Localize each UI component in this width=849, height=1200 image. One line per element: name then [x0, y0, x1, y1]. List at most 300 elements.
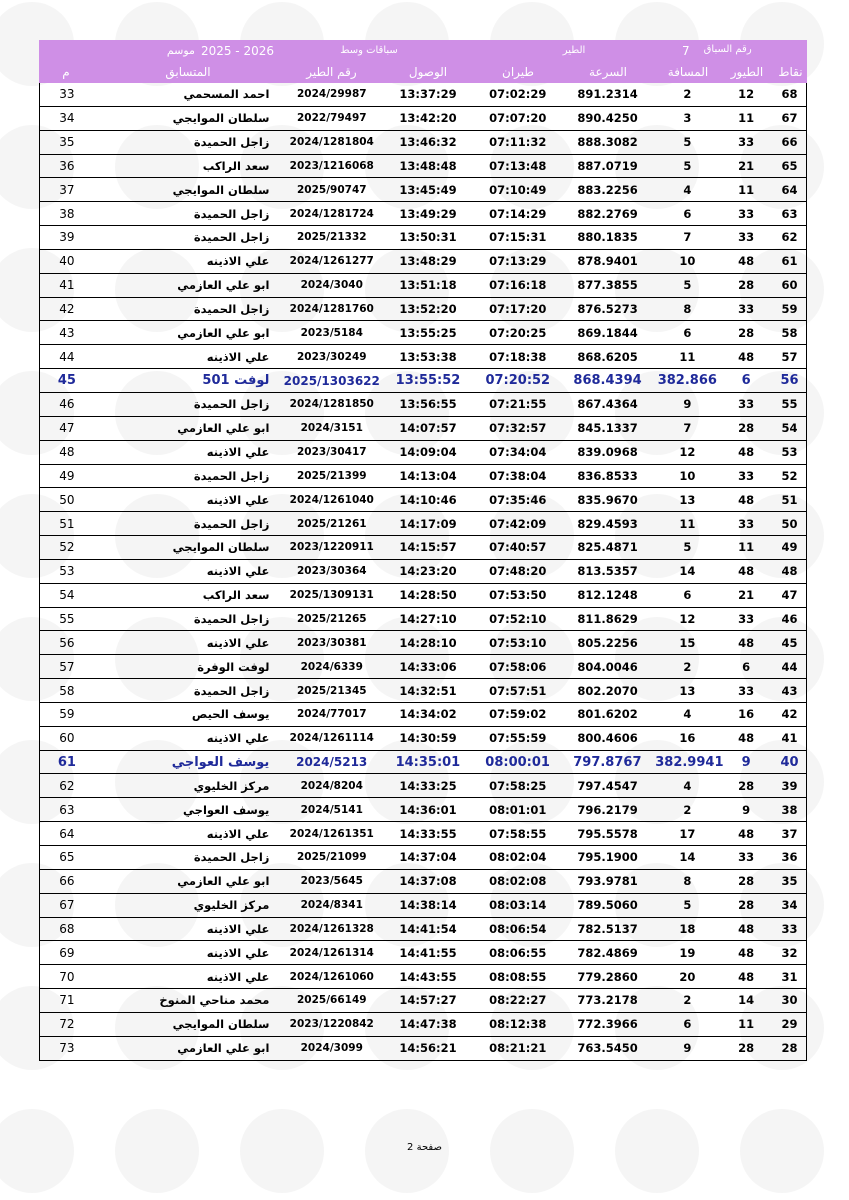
table-row [40, 202, 806, 226]
cell-speed: 891.2314 [577, 87, 638, 102]
cell-birds: 48 [738, 921, 755, 936]
cell-distance: 10 [679, 468, 696, 483]
cell-speed: 868.6205 [577, 349, 638, 364]
cell-flight: 07:13:48 [489, 158, 547, 173]
cell-flight: 07:53:50 [489, 588, 547, 603]
cell-name: علي الاذينه [206, 445, 270, 460]
cell-flight: 07:40:57 [489, 540, 547, 555]
cell-flight: 07:07:20 [489, 111, 547, 126]
cell-points: 65 [781, 158, 798, 173]
cell-ring: 2024/1261351 [289, 827, 374, 840]
cell-m: 46 [59, 397, 75, 412]
cell-ring: 2024/1281804 [289, 136, 374, 149]
cell-arrival: 14:28:50 [399, 588, 457, 603]
cell-ring: 2025/21345 [296, 684, 367, 697]
cell-speed: 796.2179 [577, 802, 638, 817]
cell-points: 46 [781, 611, 798, 626]
cell-arrival: 14:32:51 [399, 683, 457, 698]
cell-arrival: 13:48:29 [399, 254, 457, 269]
cell-birds: 11 [738, 1017, 755, 1032]
cell-name: زاجل الحميدة [193, 850, 270, 865]
cell-m: 55 [59, 611, 75, 626]
cell-name: علي الاذينه [206, 969, 270, 984]
table-row [40, 274, 806, 298]
cell-arrival: 14:17:09 [399, 516, 457, 531]
cell-birds: 11 [738, 540, 755, 555]
cell-m: 44 [59, 349, 75, 364]
cell-speed: 878.9401 [577, 254, 638, 269]
cell-speed: 813.5357 [577, 564, 638, 579]
cell-birds: 33 [738, 683, 755, 698]
cell-arrival: 14:33:06 [399, 659, 457, 674]
cell-points: 29 [781, 1017, 798, 1032]
cell-arrival: 14:07:57 [399, 421, 457, 436]
cell-points: 35 [781, 874, 798, 889]
cell-distance: 5 [683, 898, 692, 913]
cell-flight: 08:06:54 [489, 921, 547, 936]
cell-speed: 890.4250 [577, 111, 638, 126]
cell-name: يوسف الحيص [191, 707, 270, 722]
cell-flight: 07:53:10 [489, 635, 547, 650]
cell-birds: 48 [738, 945, 755, 960]
cell-speed: 789.5060 [577, 898, 638, 913]
cell-distance: 2 [683, 659, 692, 674]
cell-speed: 845.1337 [577, 421, 638, 436]
cell-name: علي الاذينه [206, 921, 270, 936]
cell-ring: 2024/8204 [300, 779, 363, 792]
cell-flight: 07:16:18 [489, 278, 547, 293]
cell-m: 54 [59, 588, 75, 603]
header-flight: طيران [502, 65, 534, 79]
cell-flight: 07:02:29 [489, 87, 547, 102]
cell-points: 44 [781, 659, 798, 674]
cell-arrival: 14:10:46 [399, 492, 457, 507]
cell-m: 64 [59, 826, 75, 841]
cell-ring: 2024/3040 [300, 279, 363, 292]
cell-ring: 2024/29987 [296, 88, 367, 101]
cell-birds: 12 [738, 87, 755, 102]
cell-flight: 07:10:49 [489, 182, 547, 197]
cell-speed: 779.2860 [577, 969, 638, 984]
cell-arrival: 14:30:59 [399, 731, 457, 746]
cell-flight: 07:58:25 [489, 778, 547, 793]
header-m: م [62, 65, 70, 79]
cell-m: 34 [59, 111, 75, 126]
cell-points: 50 [781, 516, 798, 531]
cell-name: علي الاذينه [206, 635, 270, 650]
cell-ring: 2024/1261060 [289, 970, 374, 983]
cell-distance: 9 [683, 1041, 692, 1056]
cell-ring: 2025/90747 [296, 183, 367, 196]
cell-flight: 07:38:04 [489, 468, 547, 483]
cell-speed: 887.0719 [577, 158, 638, 173]
cell-speed: 839.0968 [577, 445, 638, 460]
header-distance: المسافة [667, 65, 709, 79]
cell-arrival: 14:37:04 [399, 850, 457, 865]
cell-m: 60 [59, 731, 75, 746]
cell-flight: 07:58:55 [489, 826, 547, 841]
table-row [40, 131, 806, 155]
cell-m: 57 [59, 659, 75, 674]
cell-m: 49 [59, 468, 75, 483]
cell-distance: 4 [683, 182, 692, 197]
header-birds: الطيور [730, 65, 764, 79]
cell-ring: 2024/5141 [300, 803, 363, 816]
cell-speed: 812.1248 [577, 588, 638, 603]
cell-points: 43 [781, 683, 798, 698]
cell-m: 66 [59, 874, 75, 889]
cell-m: 53 [59, 564, 75, 579]
cell-m: 59 [59, 707, 75, 722]
table-row [40, 321, 806, 345]
table-row [40, 608, 806, 632]
table-row [40, 155, 806, 179]
cell-speed: 811.8629 [577, 611, 638, 626]
cell-m: 52 [59, 540, 75, 555]
cell-m: 62 [59, 778, 75, 793]
cell-distance: 3 [683, 111, 692, 126]
cell-distance: 11 [679, 516, 696, 531]
cell-ring: 2025/21332 [296, 231, 367, 244]
cell-name: زاجل الحميدة [193, 611, 270, 626]
cell-flight: 07:11:32 [489, 135, 547, 150]
cell-speed: 772.3966 [577, 1017, 638, 1032]
cell-name: زاجل الحميدة [193, 230, 270, 245]
cell-distance: 382.866 [657, 373, 717, 389]
cell-name: يوسف العواجي [171, 754, 270, 770]
cell-points: 54 [781, 421, 798, 436]
cell-m: 72 [59, 1017, 75, 1032]
cell-birds: 9 [742, 802, 751, 817]
season-value: 2025 - 2026 [200, 43, 274, 58]
cell-m: 33 [59, 87, 75, 102]
cell-points: 31 [781, 969, 798, 984]
cell-distance: 2 [683, 993, 692, 1008]
cell-birds: 33 [738, 206, 755, 221]
table-row [40, 1037, 806, 1061]
cell-points: 59 [781, 302, 798, 317]
cell-m: 45 [57, 373, 76, 389]
cell-distance: 10 [679, 254, 696, 269]
cell-points: 60 [781, 278, 798, 293]
cell-points: 36 [781, 850, 798, 865]
page-number: صفحة 2 [407, 1142, 442, 1153]
bird-label: الطير [562, 45, 586, 56]
cell-flight: 07:18:38 [489, 349, 547, 364]
cell-distance: 7 [683, 421, 692, 436]
cell-m: 61 [57, 754, 76, 770]
table-row [40, 751, 806, 775]
cell-speed: 795.5578 [577, 826, 638, 841]
cell-distance: 12 [679, 445, 696, 460]
cell-distance: 2 [683, 87, 692, 102]
cell-distance: 17 [679, 826, 696, 841]
cell-distance: 2 [683, 802, 692, 817]
cell-flight: 07:17:20 [489, 302, 547, 317]
cell-distance: 6 [683, 206, 692, 221]
cell-ring: 2024/3099 [300, 1042, 363, 1055]
table-row [40, 226, 806, 250]
cell-distance: 5 [683, 158, 692, 173]
table-row [40, 918, 806, 942]
cell-birds: 33 [738, 230, 755, 245]
cell-arrival: 14:56:21 [399, 1041, 457, 1056]
cell-points: 41 [781, 731, 798, 746]
cell-name: سلطان الموايجي [172, 182, 270, 197]
cell-flight: 07:48:20 [489, 564, 547, 579]
cell-flight: 08:02:04 [489, 850, 547, 865]
cell-m: 43 [59, 325, 75, 340]
cell-m: 40 [59, 254, 75, 269]
cell-ring: 2025/21265 [296, 612, 367, 625]
cell-name: سلطان الموايجي [172, 540, 270, 555]
cell-distance: 382.9941 [655, 754, 724, 770]
cell-ring: 2023/5184 [300, 326, 363, 339]
cell-m: 71 [59, 993, 75, 1008]
table-row [40, 560, 806, 584]
table-row [40, 965, 806, 989]
cell-birds: 33 [738, 468, 755, 483]
cell-flight: 07:42:09 [489, 516, 547, 531]
table-row [40, 822, 806, 846]
cell-points: 42 [781, 707, 798, 722]
cell-birds: 6 [741, 373, 751, 389]
cell-ring: 2023/5645 [300, 875, 363, 888]
cell-name: علي الاذينه [206, 564, 270, 579]
cell-distance: 14 [679, 850, 696, 865]
cell-m: 39 [59, 230, 75, 245]
table-row [40, 989, 806, 1013]
cell-speed: 876.5273 [577, 302, 638, 317]
cell-birds: 48 [738, 492, 755, 507]
cell-m: 65 [59, 850, 75, 865]
cell-m: 63 [59, 802, 75, 817]
cell-arrival: 14:27:10 [399, 611, 457, 626]
cell-arrival: 14:28:10 [399, 635, 457, 650]
cell-name: محمد مناحي المنوخ [159, 993, 270, 1008]
cell-ring: 2024/1261114 [289, 732, 374, 745]
table-row [40, 846, 806, 870]
cell-ring: 2024/1261328 [289, 922, 374, 935]
cell-name: زاجل الحميدة [193, 135, 270, 150]
cell-m: 42 [59, 302, 75, 317]
cell-points: 56 [780, 373, 799, 389]
cell-speed: 773.2178 [577, 993, 638, 1008]
cell-birds: 21 [738, 158, 755, 173]
cell-points: 48 [781, 564, 798, 579]
table-row [40, 727, 806, 751]
cell-distance: 6 [683, 588, 692, 603]
cell-name: ابو علي العازمي [177, 421, 270, 436]
cell-birds: 14 [738, 993, 755, 1008]
table-row [40, 345, 806, 369]
cell-speed: 835.9670 [577, 492, 638, 507]
cell-name: سلطان الموايجي [172, 111, 270, 126]
cell-distance: 8 [683, 302, 692, 317]
cell-birds: 33 [738, 135, 755, 150]
cell-name: يوسف العواجي [183, 802, 270, 817]
cell-distance: 7 [683, 230, 692, 245]
cell-arrival: 14:23:20 [399, 564, 457, 579]
cell-name: علي الاذينه [206, 826, 270, 841]
cell-name: زاجل الحميدة [193, 516, 270, 531]
cell-m: 47 [59, 421, 75, 436]
cell-arrival: 14:33:25 [399, 778, 457, 793]
cell-flight: 07:20:52 [485, 373, 551, 389]
header-points: نقاط [778, 65, 803, 79]
cell-distance: 15 [679, 635, 696, 650]
cell-speed: 877.3855 [577, 278, 638, 293]
cell-points: 58 [781, 325, 798, 340]
cell-m: 70 [59, 969, 75, 984]
table-row [40, 298, 806, 322]
header-ring: رقم الطير [306, 65, 357, 79]
table-row [40, 107, 806, 131]
cell-arrival: 13:49:29 [399, 206, 457, 221]
cell-arrival: 13:46:32 [399, 135, 457, 150]
cell-ring: 2024/1261277 [289, 255, 374, 268]
cell-name: زاجل الحميدة [193, 468, 270, 483]
cell-name: ابو علي العازمي [177, 874, 270, 889]
cell-arrival: 14:13:04 [399, 468, 457, 483]
cell-ring: 2024/77017 [296, 708, 367, 721]
cell-ring: 2025/21399 [296, 469, 367, 482]
cell-arrival: 13:50:31 [399, 230, 457, 245]
cell-m: 73 [59, 1041, 75, 1056]
cell-arrival: 14:33:55 [399, 826, 457, 841]
cell-ring: 2023/30364 [296, 565, 367, 578]
table-row [40, 536, 806, 560]
cell-flight: 08:22:27 [489, 993, 547, 1008]
cell-distance: 16 [679, 731, 696, 746]
cell-speed: 804.0046 [577, 659, 638, 674]
cell-points: 61 [781, 254, 798, 269]
cell-arrival: 13:45:49 [399, 182, 457, 197]
cell-birds: 28 [738, 421, 755, 436]
cell-arrival: 14:47:38 [399, 1017, 457, 1032]
cell-ring: 2022/79497 [296, 112, 367, 125]
cell-arrival: 14:15:57 [399, 540, 457, 555]
cell-arrival: 13:52:20 [399, 302, 457, 317]
cell-birds: 28 [738, 278, 755, 293]
cell-distance: 8 [683, 874, 692, 889]
cell-m: 58 [59, 683, 75, 698]
cell-ring: 2024/6339 [300, 660, 363, 673]
cell-points: 32 [781, 945, 798, 960]
cell-flight: 08:01:01 [489, 802, 547, 817]
cell-speed: 797.8767 [573, 754, 642, 770]
cell-name: سعد الراكب [202, 158, 270, 173]
cell-flight: 07:58:06 [489, 659, 547, 674]
cell-ring: 2023/1216068 [289, 159, 374, 172]
cell-birds: 48 [738, 445, 755, 460]
cell-flight: 08:06:55 [489, 945, 547, 960]
cell-points: 64 [781, 182, 798, 197]
cell-birds: 33 [738, 302, 755, 317]
table-row [40, 798, 806, 822]
table-row [40, 870, 806, 894]
cell-birds: 21 [738, 588, 755, 603]
table-row [40, 465, 806, 489]
cell-speed: 880.1835 [577, 230, 638, 245]
season-label: موسم [166, 43, 195, 57]
cell-name: علي الاذينه [206, 731, 270, 746]
race-number-value: 7 [682, 43, 690, 58]
cell-distance: 6 [683, 325, 692, 340]
cell-points: 57 [781, 349, 798, 364]
cell-points: 39 [781, 778, 798, 793]
table-row [40, 369, 806, 393]
cell-points: 30 [781, 993, 798, 1008]
cell-name: ابو علي العازمي [177, 278, 270, 293]
cell-ring: 2024/1281850 [289, 398, 374, 411]
cell-name: زاجل الحميدة [193, 302, 270, 317]
cell-points: 62 [781, 230, 798, 245]
cell-birds: 48 [738, 969, 755, 984]
cell-name: علي الاذينه [206, 945, 270, 960]
cell-distance: 20 [679, 969, 696, 984]
race-info-band [39, 40, 807, 61]
cell-birds: 6 [742, 659, 751, 674]
cell-arrival: 14:43:55 [399, 969, 457, 984]
cell-birds: 48 [738, 826, 755, 841]
cell-distance: 12 [679, 611, 696, 626]
cell-arrival: 14:09:04 [399, 445, 457, 460]
cell-ring: 2024/1261040 [289, 493, 374, 506]
cell-flight: 08:03:14 [489, 898, 547, 913]
table-row [40, 512, 806, 536]
cell-points: 68 [781, 87, 798, 102]
cell-name: ابو علي العازمي [177, 325, 270, 340]
cell-name: زاجل الحميدة [193, 683, 270, 698]
cell-flight: 07:21:55 [489, 397, 547, 412]
cell-arrival: 14:36:01 [399, 802, 457, 817]
cell-points: 51 [781, 492, 798, 507]
cell-points: 40 [780, 754, 799, 770]
header-arrival: الوصول [408, 65, 448, 79]
cell-arrival: 14:41:54 [399, 921, 457, 936]
cell-speed: 801.6202 [577, 707, 638, 722]
cell-name: علي الاذينه [206, 254, 270, 269]
cell-arrival: 14:34:02 [399, 707, 457, 722]
cell-m: 37 [59, 182, 75, 197]
cell-points: 67 [781, 111, 798, 126]
cell-points: 49 [781, 540, 798, 555]
table-row [40, 488, 806, 512]
cell-points: 55 [781, 397, 798, 412]
cell-name: زاجل الحميدة [193, 397, 270, 412]
cell-distance: 13 [679, 492, 696, 507]
table-row [40, 941, 806, 965]
cell-arrival: 13:53:38 [399, 349, 457, 364]
cell-speed: 868.4394 [573, 373, 642, 389]
cell-flight: 07:34:04 [489, 445, 547, 460]
cell-m: 41 [59, 278, 75, 293]
cell-name: ابو علي العازمي [177, 1041, 270, 1056]
cell-speed: 825.4871 [577, 540, 638, 555]
cell-speed: 888.3082 [577, 135, 638, 150]
table-row [40, 631, 806, 655]
cell-arrival: 13:51:18 [399, 278, 457, 293]
cell-birds: 28 [738, 874, 755, 889]
cell-ring: 2024/5213 [296, 755, 368, 770]
cell-distance: 6 [683, 1017, 692, 1032]
cell-flight: 07:35:46 [489, 492, 547, 507]
cell-ring: 2024/1261314 [289, 946, 374, 959]
cell-birds: 48 [738, 635, 755, 650]
cell-distance: 13 [679, 683, 696, 698]
cell-name: علي الاذينه [206, 492, 270, 507]
